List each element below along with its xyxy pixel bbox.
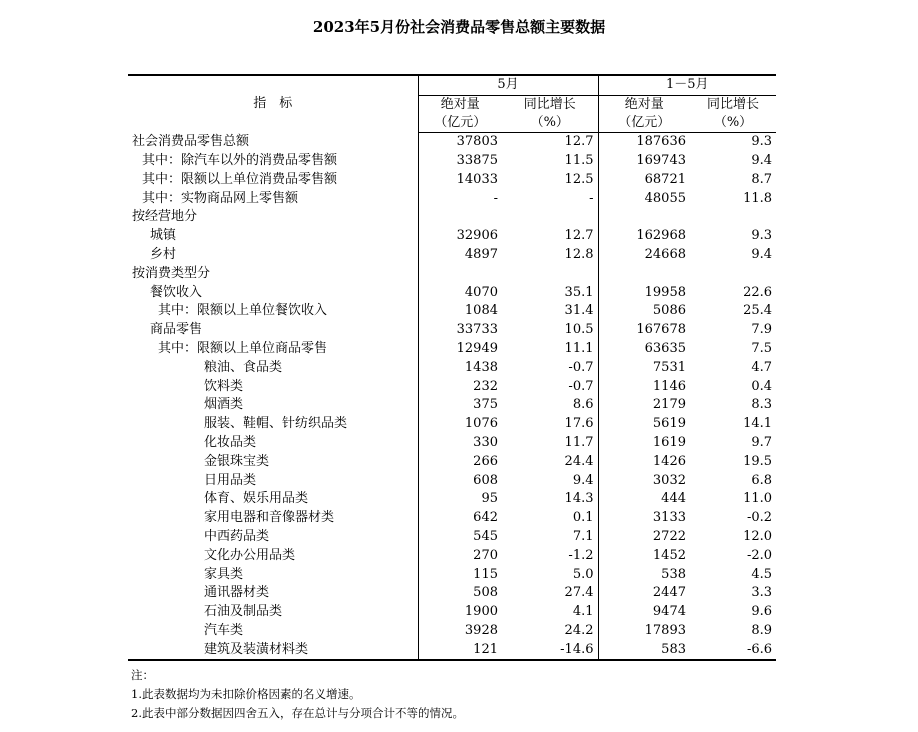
may-yoy-value: 35.1 [564,284,594,300]
may-abs-value [418,264,502,283]
may-abs-value: 508 [418,584,502,603]
table-row [128,584,776,603]
ytd-yoy-value [690,208,776,227]
table-row [128,264,776,283]
row-label: 服装、鞋帽、针纺织品类 [204,416,348,432]
may-yoy-value: 24.2 [564,622,594,638]
row-label: 餐饮收入 [150,284,203,300]
ytd-yoy-value: -0.2 [746,510,773,526]
row-label: 其中：限额以上单位消费品零售额 [142,171,338,187]
table-row [128,377,776,396]
row-label: 石油及制品类 [204,604,283,620]
ytd-yoy-value: 4.7 [751,359,773,375]
ytd-yoy-value: 4.5 [751,566,773,582]
row-label: 其中：限额以上单位商品零售 [158,340,328,356]
table-row [128,321,776,340]
ytd-abs-value: 3032 [598,471,690,490]
may-yoy-value: 4.1 [572,604,594,620]
row-label: 化妆品类 [204,434,257,450]
ytd-abs-value: 19958 [598,283,690,302]
row-label: 文化办公用品类 [204,547,296,563]
ytd-yoy-value: 9.3 [751,228,773,244]
row-label: 烟酒类 [204,397,244,413]
ytd-abs-value: 5619 [598,415,690,434]
row-label: 其中：限额以上单位餐饮收入 [158,303,328,319]
table-row [128,340,776,359]
may-abs-value [418,208,502,227]
table-row [128,358,776,377]
may-yoy-value: -14.6 [502,640,598,660]
row-label: 汽车类 [204,622,244,638]
table-row [128,189,776,208]
page-title: 2023年5月份社会消费品零售总额主要数据 [312,18,606,36]
may-yoy-value [502,264,598,283]
may-yoy-value: 7.1 [572,528,594,544]
ytd-abs-value: 17893 [598,622,690,641]
ytd-yoy-value [690,264,776,283]
ytd-yoy-value: -6.6 [690,640,776,660]
ytd-abs-value: 68721 [598,170,690,189]
table-row [128,283,776,302]
ytd-yoy-value: 8.9 [751,622,773,638]
header-may-yoy: 同比增长 （%） [502,95,598,132]
ytd-yoy-value: 8.3 [751,397,773,413]
may-yoy-value: 12.7 [564,228,594,244]
may-abs-value: 375 [418,396,502,415]
ytd-abs-value: 2447 [598,584,690,603]
header-may-abs: 绝对量 （亿元） [418,95,502,132]
may-yoy-value: 24.4 [564,453,594,469]
may-abs-value: 33733 [418,321,502,340]
ytd-yoy-value: 12.0 [743,528,773,544]
may-yoy-value: 11.1 [564,340,594,356]
may-yoy-value: 0.1 [572,510,594,526]
table-row [128,208,776,227]
may-yoy-value: 27.4 [564,585,594,601]
may-yoy-value [502,208,598,227]
may-yoy-value: -0.7 [568,359,594,375]
ytd-yoy-value: 9.3 [751,134,773,150]
data-table [128,74,776,661]
ytd-abs-value: 7531 [598,358,690,377]
row-label: 其中：实物商品网上零售额 [142,190,299,206]
may-abs-value: 1084 [418,302,502,321]
ytd-yoy-value: 9.6 [751,604,773,620]
table-row [128,246,776,265]
table-row [128,152,776,171]
table-row [128,415,776,434]
table-row [128,490,776,509]
table-body [128,132,776,660]
may-yoy-value: 12.5 [564,171,594,187]
header-ytd-yoy: 同比增长 （%） [690,95,776,132]
ytd-yoy-value: 3.3 [751,585,773,601]
may-yoy-value: - [589,190,594,206]
ytd-abs-value: 2722 [598,528,690,547]
row-label: 家用电器和音像器材类 [204,510,335,526]
may-abs-value: 330 [418,434,502,453]
may-yoy-value: 12.8 [564,246,594,262]
may-abs-value: 115 [418,565,502,584]
may-yoy-value: 14.3 [564,491,594,507]
ytd-abs-value [598,208,690,227]
row-label: 按经营地分 [132,209,198,225]
ytd-abs-value: 1146 [598,377,690,396]
ytd-abs-value [598,264,690,283]
may-abs-value: 121 [418,640,502,660]
table-row [128,603,776,622]
may-abs-value: 4897 [418,246,502,265]
header-period-jan-may: 1－5月 [598,75,776,95]
table-row [128,302,776,321]
ytd-yoy-value: 9.4 [751,246,773,262]
may-abs-value: 1076 [418,415,502,434]
ytd-abs-value: 9474 [598,603,690,622]
ytd-abs-value: 583 [598,640,690,660]
row-label: 建筑及装潢材料类 [128,640,418,660]
may-abs-value: 270 [418,546,502,565]
row-label: 中西药品类 [204,528,270,544]
row-label: 商品零售 [150,322,203,338]
table-row [128,509,776,528]
ytd-yoy-value: 19.5 [743,453,773,469]
note-item: 2.此表中部分数据因四舍五入，存在总计与分项合计不等的情况。 [131,706,464,720]
may-yoy-value: 11.7 [564,434,594,450]
may-yoy-value: 31.4 [564,303,594,319]
ytd-yoy-value: 11.8 [743,190,773,206]
ytd-abs-value: 187636 [598,132,690,151]
ytd-yoy-value: 22.6 [743,284,773,300]
ytd-yoy-value: 14.1 [743,416,773,432]
table-header [128,75,776,132]
table-row [128,452,776,471]
may-abs-value: 95 [418,490,502,509]
may-yoy-value: 9.4 [572,472,594,488]
table-row [128,132,776,151]
may-abs-value: 37803 [418,132,502,151]
row-label: 按消费类型分 [132,265,211,281]
ytd-yoy-value: 9.7 [751,434,773,450]
row-label: 体育、娱乐用品类 [204,491,309,507]
ytd-yoy-value: -2.0 [746,547,773,563]
ytd-abs-value: 538 [598,565,690,584]
ytd-abs-value: 3133 [598,509,690,528]
table-row [128,565,776,584]
notes-heading: 注： [131,668,154,682]
table-row [128,528,776,547]
may-abs-value: 4070 [418,283,502,302]
row-label: 城镇 [150,228,177,244]
row-label: 家具类 [204,566,244,582]
ytd-abs-value: 444 [598,490,690,509]
may-abs-value: 1438 [418,358,502,377]
may-yoy-value: 5.0 [572,566,594,582]
may-abs-value: 266 [418,452,502,471]
may-abs-value: 3928 [418,622,502,641]
may-abs-value: 1900 [418,603,502,622]
ytd-yoy-value: 0.4 [751,378,773,394]
may-abs-value: - [418,189,502,208]
ytd-yoy-value: 11.0 [743,491,773,507]
ytd-yoy-value: 7.9 [751,322,773,338]
ytd-yoy-value: 9.4 [751,152,773,168]
may-yoy-value: 12.7 [564,134,594,150]
may-abs-value: 32906 [418,227,502,246]
table-row [128,170,776,189]
row-label: 日用品类 [204,472,257,488]
row-label: 其中：除汽车以外的消费品零售额 [142,152,338,168]
ytd-abs-value: 1619 [598,434,690,453]
may-yoy-value: -1.2 [568,547,594,563]
may-yoy-value: 8.6 [572,397,594,413]
row-label: 饮料类 [204,378,244,394]
row-label: 粮油、食品类 [204,359,283,375]
ytd-yoy-value: 25.4 [743,303,773,319]
header-indicator: 指 标 [128,75,418,132]
ytd-yoy-value: 6.8 [751,472,773,488]
table-row [128,622,776,641]
may-abs-value: 608 [418,471,502,490]
table-row [128,396,776,415]
may-abs-value: 642 [418,509,502,528]
may-abs-value: 33875 [418,152,502,171]
ytd-abs-value: 167678 [598,321,690,340]
may-yoy-value: -0.7 [568,378,594,394]
may-abs-value: 14033 [418,170,502,189]
table-row [128,434,776,453]
row-label: 社会消费品零售总额 [132,133,250,149]
ytd-abs-value: 63635 [598,340,690,359]
may-abs-value: 545 [418,528,502,547]
row-label: 乡村 [150,246,177,262]
footnotes [131,666,464,723]
ytd-yoy-value: 7.5 [751,340,773,356]
table-row [128,546,776,565]
ytd-abs-value: 5086 [598,302,690,321]
ytd-abs-value: 169743 [598,152,690,171]
ytd-abs-value: 1452 [598,546,690,565]
ytd-yoy-value: 8.7 [751,171,773,187]
ytd-abs-value: 24668 [598,246,690,265]
row-label: 通讯器材类 [204,585,270,601]
ytd-abs-value: 1426 [598,452,690,471]
header-ytd-abs: 绝对量 （亿元） [598,95,690,132]
may-yoy-value: 17.6 [564,416,594,432]
table-row [128,227,776,246]
row-label: 金银珠宝类 [204,453,270,469]
note-item: 1.此表数据均为未扣除价格因素的名义增速。 [131,687,361,701]
may-yoy-value: 11.5 [564,152,594,168]
may-yoy-value: 10.5 [564,322,594,338]
table-row [128,471,776,490]
may-abs-value: 232 [418,377,502,396]
ytd-abs-value: 162968 [598,227,690,246]
header-period-may: 5月 [418,75,598,95]
ytd-abs-value: 48055 [598,189,690,208]
table-row [128,640,776,660]
may-abs-value: 12949 [418,340,502,359]
ytd-abs-value: 2179 [598,396,690,415]
